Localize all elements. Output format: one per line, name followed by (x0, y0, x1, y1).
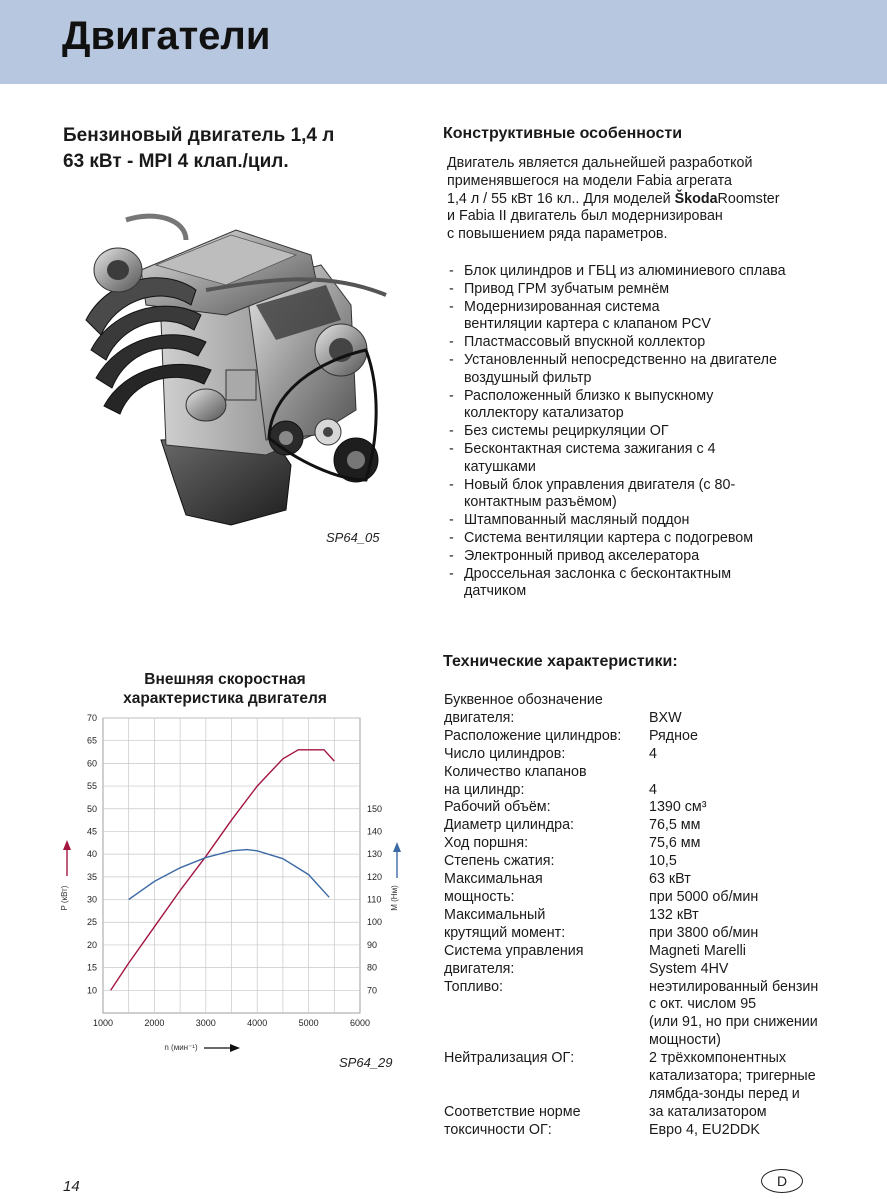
spec-label (444, 853, 649, 871)
spec-row (444, 943, 864, 979)
intro-line: и Fabia II двигатель был модернизирован (447, 208, 723, 225)
spec-value-line: за катализатором (649, 1103, 767, 1120)
y-left-tick-label: 25 (86, 917, 97, 928)
spec-value (649, 817, 839, 835)
spec-label-line: Нейтрализация ОГ: (444, 1050, 575, 1067)
spec-label-line: Рабочий объём: (444, 799, 551, 816)
spec-value-line: Евро 4, EU2DDK (649, 1121, 760, 1138)
engine-figure-caption: SP64_05 (326, 530, 380, 545)
feature-item: - Привод ГРМ зубчатым ремнём (447, 281, 827, 299)
y-left-tick-label: 45 (86, 826, 97, 837)
y-right-tick-label: 130 (367, 849, 383, 860)
spec-value (649, 728, 839, 746)
spec-value (649, 835, 839, 853)
spec-row (444, 692, 864, 728)
subtitle-line-1: Бензиновый двигатель 1,4 л (63, 125, 335, 146)
spec-value (649, 764, 839, 800)
spec-value-line: Magneti Marelli (649, 942, 746, 959)
y-left-tick-label: 60 (86, 758, 97, 769)
chart-title-line-1: Внешняя скоростная (144, 671, 306, 688)
x-tick-label: 6000 (349, 1018, 371, 1028)
y-right-tick-label: 70 (367, 985, 378, 996)
spec-value-line: катализатора; тригерные (649, 1068, 816, 1085)
spec-row (444, 907, 864, 943)
feature-item: - Установленный непосредственно на двигателе воздушный фильтр (447, 352, 794, 388)
spec-label-line: Число цилиндров: (444, 745, 566, 762)
spec-label-line: Степень сжатия: (444, 853, 555, 870)
subtitle-line-2: 63 кВт - MPI 4 клап./цил. (63, 151, 289, 172)
spec-label (444, 728, 649, 746)
y-left-tick-label: 65 (86, 735, 97, 746)
y-left-tick-label: 55 (86, 781, 97, 792)
spec-value (649, 853, 839, 871)
x-tick-label: 4000 (247, 1018, 268, 1028)
spec-label (444, 871, 649, 907)
y-left-axis-arrowhead (63, 840, 71, 850)
spec-value-line: System 4HV (649, 960, 729, 977)
spec-value-line: 1390 см³ (649, 799, 707, 816)
x-axis-arrowhead (230, 1044, 240, 1052)
spec-label-line: Соответствие норме (444, 1103, 581, 1120)
spec-value-line: BXW (649, 709, 682, 726)
language-badge: D (761, 1169, 803, 1193)
spec-label-line: двигателя: (444, 709, 515, 726)
spec-value-line: 75,6 мм (649, 835, 701, 852)
spec-row (444, 764, 864, 800)
y-left-tick-label: 15 (86, 962, 97, 973)
spec-label (444, 907, 649, 943)
specs-table (444, 692, 864, 1140)
spec-label-line: Ход поршня: (444, 835, 529, 852)
feature-item: - Пластмассовый впускной коллектор (447, 334, 827, 352)
design-section-title: Конструктивные особенности (443, 125, 683, 142)
spec-value (649, 1050, 839, 1104)
intro-line: Двигатель является дальнейшей разработкой (447, 155, 753, 171)
spec-label (444, 943, 649, 979)
spec-label-line: на цилиндр: (444, 781, 525, 798)
spec-value-line: Рядное (649, 727, 698, 744)
chart-figure-caption: SP64_29 (339, 1055, 393, 1070)
spec-row (444, 853, 864, 871)
spec-value-line (649, 764, 839, 782)
spec-value-line: 76,5 мм (649, 817, 701, 834)
page-number: 14 (63, 1178, 80, 1195)
x-tick-label: 1000 (92, 1018, 114, 1028)
y-left-tick-label: 10 (86, 985, 97, 996)
spec-value-line: 132 кВт (649, 906, 699, 923)
spec-label (444, 979, 649, 1051)
x-tick-label: 2000 (144, 1018, 165, 1028)
spec-label-line: токсичности ОГ: (444, 1121, 552, 1138)
feature-item: - Новый блок управления двигателя (с 80-контактным разъёмом) (447, 477, 754, 513)
spec-row (444, 746, 864, 764)
spec-value-line: при 3800 об/мин (649, 924, 759, 941)
x-tick-label: 5000 (298, 1018, 319, 1028)
y-left-tick-label: 40 (86, 849, 97, 860)
spec-label (444, 692, 649, 728)
spec-row (444, 979, 864, 1051)
spec-label (444, 764, 649, 800)
spec-value (649, 907, 839, 943)
spec-label (444, 817, 649, 835)
y-left-tick-label: 30 (86, 894, 97, 905)
spec-value-line: с окт. числом 95 (649, 996, 757, 1013)
y-right-tick-label: 120 (367, 871, 383, 882)
spec-value-line: при 5000 об/мин (649, 888, 759, 905)
spec-row (444, 1104, 864, 1140)
feature-item: - Штампованный масляный поддон (447, 512, 827, 530)
spec-row (444, 817, 864, 835)
spec-value (649, 1104, 839, 1140)
page-title: Двигатели (62, 14, 271, 58)
y-right-axis-label: M (Нм) (390, 885, 399, 911)
model-name: Roomster (717, 190, 780, 207)
spec-value-line: неэтилированный бензин (649, 978, 819, 995)
intro-line: с повышением ряда параметров. (447, 226, 668, 243)
spec-label-line: крутящий момент: (444, 924, 566, 941)
spec-label-line: Диаметр цилиндра: (444, 817, 575, 834)
spec-value (649, 692, 839, 728)
spec-row (444, 871, 864, 907)
feature-item: - Расположенный близко к выпускному коллектору катализатор (447, 388, 739, 424)
spec-value (649, 979, 839, 1051)
spec-value (649, 746, 839, 764)
feature-item: - Электронный привод акселератора (447, 548, 827, 566)
spec-value-line: 4 (649, 745, 657, 762)
spec-row (444, 1050, 864, 1104)
spec-label-line: Система управления (444, 942, 584, 959)
chart-title-line-2: характеристика двигателя (123, 690, 327, 707)
spec-value-line: мощности) (649, 1032, 721, 1049)
spec-value-line: 63 кВт (649, 871, 691, 888)
spec-label-line: Максимальный (444, 906, 546, 923)
spec-label (444, 1050, 649, 1104)
spec-label (444, 835, 649, 853)
y-right-tick-label: 100 (367, 917, 383, 928)
y-right-tick-label: 90 (367, 939, 378, 950)
feature-item: - Бесконтактная система зажигания с 4 катушками (447, 441, 734, 477)
spec-label-line: мощность: (444, 888, 515, 905)
spec-value-line: 4 (649, 781, 657, 798)
spec-label (444, 746, 649, 764)
y-right-tick-label: 80 (367, 962, 378, 973)
feature-item: - Без системы рециркуляции ОГ (447, 423, 827, 441)
spec-value-line (649, 692, 839, 710)
spec-label-line: Расположение цилиндров: (444, 727, 622, 744)
x-axis-label: n (мин⁻¹) (164, 1043, 198, 1052)
feature-item: - Блок цилиндров и ГБЦ из алюминиевого сплава (447, 263, 827, 281)
y-right-tick-label: 140 (367, 826, 383, 837)
spec-row (444, 835, 864, 853)
brand-name: Škoda (674, 190, 718, 207)
feature-item: - Модернизированная система вентиляции картера с клапаном PCV (447, 299, 739, 335)
spec-label (444, 799, 649, 817)
spec-label-line: Максимальная (444, 871, 543, 888)
y-left-tick-label: 50 (86, 803, 97, 814)
feature-item: - Система вентиляции картера с подогревом (447, 530, 827, 548)
y-right-axis-arrowhead (393, 842, 401, 852)
y-left-tick-label: 70 (86, 713, 97, 723)
y-right-tick-label: 110 (367, 894, 382, 905)
spec-label-line: Количество клапанов (444, 763, 587, 780)
spec-label-line: Буквенное обозначение (444, 692, 603, 708)
spec-value (649, 943, 839, 979)
spec-value-line: 2 трёхкомпонентных (649, 1050, 787, 1067)
x-tick-label: 3000 (195, 1018, 216, 1028)
feature-item: - Дроссельная заслонка с бесконтактным датчиком (447, 566, 754, 602)
intro-line: применявшегося на модели Fabia агрегата (447, 172, 732, 189)
spec-value (649, 799, 839, 817)
spec-value (649, 871, 839, 907)
spec-label-line: двигателя: (444, 960, 515, 977)
spec-label (444, 1104, 649, 1140)
y-left-axis-label: P (кВт) (60, 885, 69, 911)
spec-row (444, 799, 864, 817)
y-left-tick-label: 20 (86, 939, 97, 950)
y-left-tick-label: 35 (86, 871, 97, 882)
specs-section-title: Технические характеристики: (443, 653, 678, 670)
spec-value-line: (или 91, но при снижении (649, 1014, 818, 1031)
spec-value-line: 10,5 (649, 853, 677, 870)
spec-row (444, 728, 864, 746)
intro-text: 1,4 л / 55 кВт 16 кл.. Для моделей (447, 190, 675, 207)
y-right-tick-label: 150 (367, 803, 383, 814)
spec-value-line: лямбда-зонды перед и (649, 1085, 800, 1102)
spec-label-line: Топливо: (444, 978, 503, 995)
